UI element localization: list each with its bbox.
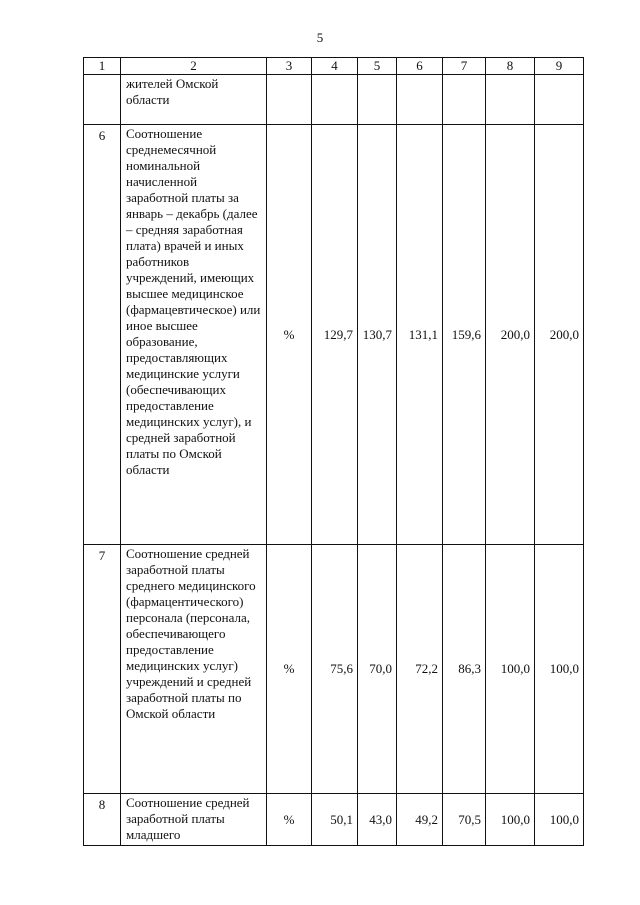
table-row: [84, 794, 584, 846]
row-number: 6: [84, 125, 121, 545]
header-cell-4: 4: [312, 58, 358, 75]
value-cell: 100,0: [535, 794, 584, 846]
indicator-name: Соотношение средней заработной платы среднего медицинского (фармацентического) персонала (персонала, обеспечивающего предоставление медицинских услуг) учреждений и средней заработной платы по Омской области: [121, 545, 267, 794]
value-cell: 100,0: [486, 794, 535, 846]
value-cell: 49,2: [397, 794, 443, 846]
value-cell: 72,2: [397, 545, 443, 794]
unit-cell: [267, 75, 312, 125]
value-cell: 200,0: [535, 125, 584, 545]
indicator-name: Соотношение средней заработной платы младшего: [121, 794, 267, 846]
value-cell: 100,0: [535, 545, 584, 794]
value-cell: 100,0: [486, 545, 535, 794]
header-cell-6: 6: [397, 58, 443, 75]
value-cell: [397, 75, 443, 125]
value-cell: 86,3: [443, 545, 486, 794]
header-cell-1: 1: [84, 58, 121, 75]
row-number: [84, 75, 121, 125]
value-cell: 50,1: [312, 794, 358, 846]
row-number: 7: [84, 545, 121, 794]
value-cell: 130,7: [358, 125, 397, 545]
value-cell: [535, 75, 584, 125]
indicators-table: [83, 57, 584, 846]
value-cell: 70,5: [443, 794, 486, 846]
value-cell: [486, 75, 535, 125]
header-cell-2: 2: [121, 58, 267, 75]
header-cell-8: 8: [486, 58, 535, 75]
header-cell-5: 5: [358, 58, 397, 75]
value-cell: 129,7: [312, 125, 358, 545]
table-row: [84, 125, 584, 545]
value-cell: [358, 75, 397, 125]
value-cell: 159,6: [443, 125, 486, 545]
row-number: 8: [84, 794, 121, 846]
table-row: [84, 545, 584, 794]
header-cell-3: 3: [267, 58, 312, 75]
value-cell: 43,0: [358, 794, 397, 846]
value-cell: [443, 75, 486, 125]
value-cell: 70,0: [358, 545, 397, 794]
value-cell: 75,6: [312, 545, 358, 794]
table-header-row: [84, 58, 584, 75]
value-cell: 131,1: [397, 125, 443, 545]
header-cell-7: 7: [443, 58, 486, 75]
page-number: 5: [316, 30, 324, 45]
value-cell: [312, 75, 358, 125]
table-row: [84, 75, 584, 125]
unit-cell: %: [267, 125, 312, 545]
header-cell-9: 9: [535, 58, 584, 75]
indicator-name: Соотношение среднемесячной номинальной начисленной заработной платы за январь – декабрь (далее – средняя заработная плата) врачей и иных работников учреждений, имеющих высшее медицинское (фармацевтическое) или иное высшее образование, предоставляющих медицинские услуги (обеспечивающих предоставление медицинских услуг), и средней заработной платы по Омской области: [121, 125, 267, 545]
unit-cell: %: [267, 794, 312, 846]
unit-cell: %: [267, 545, 312, 794]
value-cell: 200,0: [486, 125, 535, 545]
indicator-name: жителей Омской области: [121, 75, 267, 125]
